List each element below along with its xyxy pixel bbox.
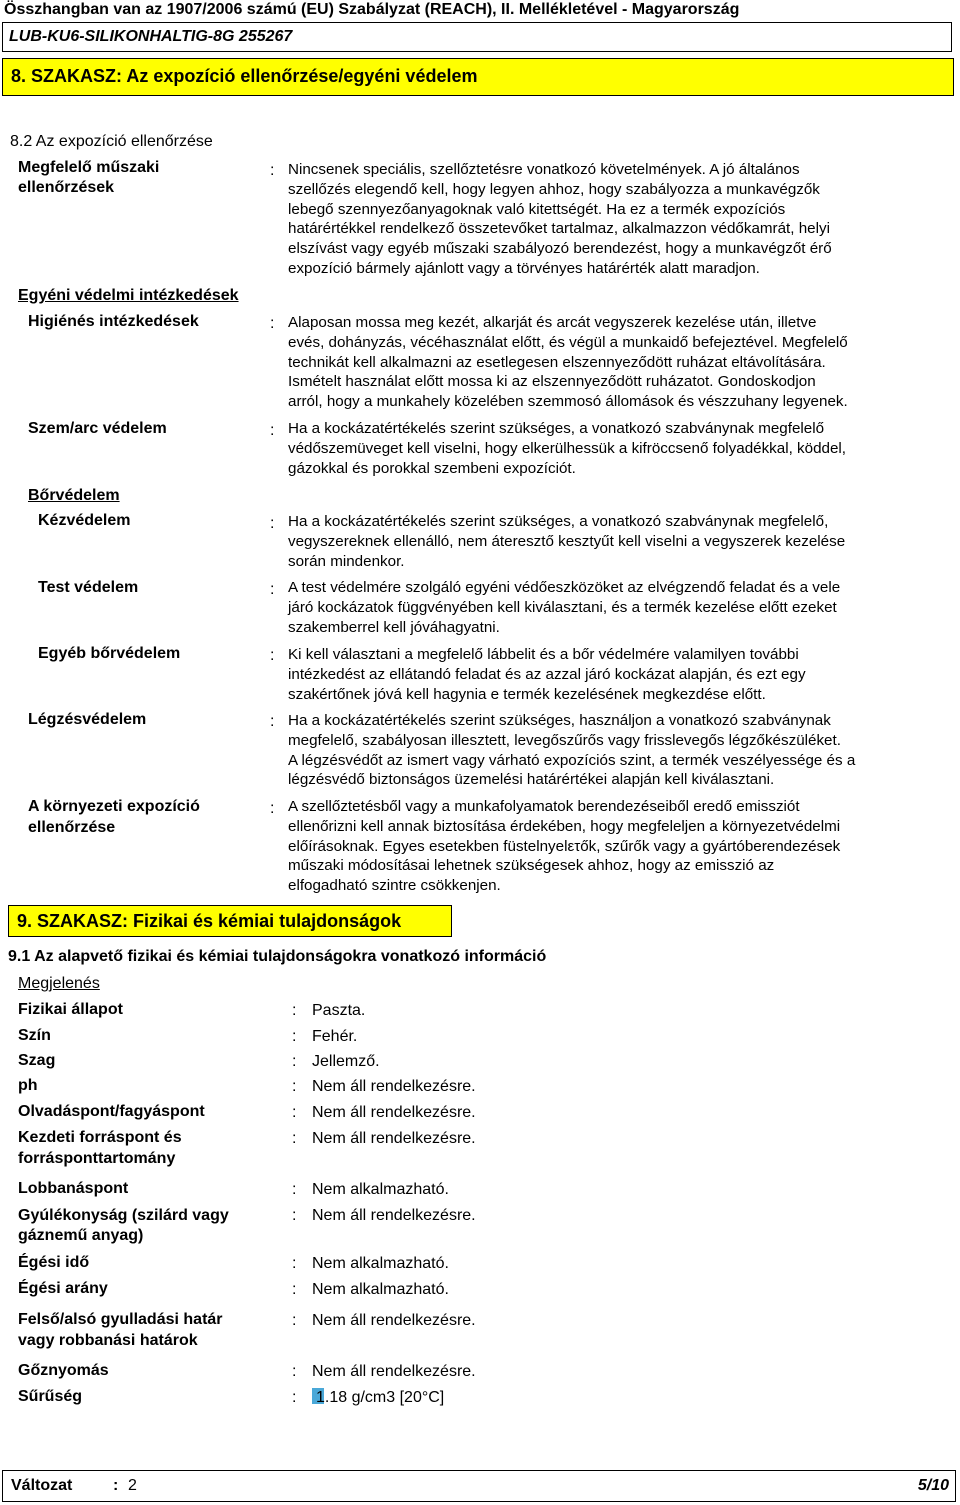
prop-value: Nem áll rendelkezésre. (312, 1363, 476, 1380)
eye-label: Szem/arc védelem (28, 420, 167, 437)
prop-label: vagy robbanási határok (18, 1332, 198, 1349)
colon: : (292, 1255, 297, 1272)
section-9-title: 9. SZAKASZ: Fizikai és kémiai tulajdonságok (8, 905, 452, 937)
hygiene-text: Alaposan mossa meg kezét, alkarját és arcát vegyszerek kezelése után, illetve evés, dohányzás, vécéhasználat előtt, és végül a munkaidő befejeztével. Megfelelő technikát kell alkalmazni az esetlegesen elszennyeződött ruházat eltávolítására. Ismételt használat előtt mossa ki az elszennyeződött ruházatot. Gondoskodjon arról, hogy a munkahely közelében szemmosó állomások és vészzuhany legyenek. (288, 314, 848, 411)
other-skin-text: Ki kell választani a megfelelő lábbelit és a bőr védelmére valamilyen további intézkedést az ellátandó feladat és az azzal járó kockázat alapján, és ezt egy szakértőnek jóvá kell hagynia e termék kezelésének megkezdése előtt. (288, 646, 806, 703)
colon: : (270, 515, 275, 532)
engineering-text: Nincsenek speciális, szellőztetésre vonatkozó követelmények. A jó általános szellőzés elegendő kell, hogy legyen ahhoz, hogy szabályozza a munkavégzők lebegő szennyezőanyagoknak való kitettségét. Ha ez a termék expozíciós határértékkel rendelkező összetevőket tartalmaz, alkalmazzon védőkamrát, helyi elszívást vagy egyéb műszaki szabályozó berendezést, hogy a munkavégzőt érő expozíció bármely ajánlott vagy a törvényes határérték alatt maradjon. (288, 161, 832, 277)
environmental-label-2: ellenőrzése (28, 819, 116, 836)
colon: : (292, 1028, 297, 1045)
section-8-2-title: 8.2 Az expozíció ellenőrzése (10, 133, 213, 150)
version-value: 2 (128, 1477, 137, 1494)
prop-value: Nem áll rendelkezésre. (312, 1312, 476, 1329)
prop-value: Nem áll rendelkezésre. (312, 1207, 476, 1224)
section-9-1-title: 9.1 Az alapvető fizikai és kémiai tulajdonságokra vonatkozó információ (8, 948, 547, 965)
body-label: Test védelem (38, 579, 139, 596)
prop-label: ph (18, 1077, 38, 1094)
prop-label: gáznemű anyag) (18, 1227, 144, 1244)
colon: : (270, 162, 275, 179)
skin-protection-heading: Bőrvédelem (28, 487, 120, 504)
prop-label: Olvadáspont/fagyáspont (18, 1103, 205, 1120)
product-name: LUB-KU6-SILIKONHALTIG-8G 255267 (2, 22, 952, 52)
colon: : (292, 1002, 297, 1019)
colon: : (292, 1207, 297, 1224)
prop-label: Égési idő (18, 1254, 90, 1271)
other-skin-label: Egyéb bőrvédelem (38, 645, 181, 662)
colon: : (292, 1130, 297, 1147)
colon: : (292, 1389, 297, 1406)
prop-value: Nem alkalmazható. (312, 1181, 449, 1198)
colon: : (270, 713, 275, 730)
respiratory-text: Ha a kockázatértékelés szerint szükséges, használjon a vonatkozó szabványnak megfelelő, szabályosan illesztett, levegőszűrős vagy frisslevegős légzőkészüléket. A légzésvédőt az ismert vagy várható expozíciós szint, a termék veszélyessége és a légzésvédő biztonságos üzemelési határértékei alapján kell kiválasztani. (288, 712, 856, 789)
prop-label: Kezdeti forráspont és (18, 1129, 182, 1146)
environmental-text: A szellőztetésből vagy a munkafolyamatok berendezéseiből eredő emissziót ellenőrizni kell annak biztosítása érdekében, hogy megfeleljen a környezetvédelmi előírásoknak. Egyes esetekben füstelnyelετők, szűrők vagy a gyártóberendezések műszaki módosításai lehetnek szükségesek ahhoz, hogy az emisszió az elfogadható szintre csökkenjen. (288, 798, 841, 895)
prop-value: Nem áll rendelkezésre. (312, 1104, 476, 1121)
prop-label: Sűrűség (18, 1388, 83, 1405)
colon: : (292, 1078, 297, 1095)
body-text: A test védelmére szolgáló egyéni védőeszközöket az elvégzendő feladat és a vele járó kockázatok függvényében kell kiválasztani, és a termék kezelése előtt ezeket szakemberrel kell jóváhagyatni. (288, 579, 841, 636)
eye-text: Ha a kockázatértékelés szerint szükséges, a vonatkozó szabványnak megfelelő védőszemüveget kell viselni, hogy elkerülhessük a kifröccsenő folyadékkal, köddel, gázokkal és porokkal szembeni expozíciót. (288, 420, 847, 477)
regulation-title: Összhangban van az 1907/2006 számú (EU) Szabályzat (REACH), II. Mellékletével - Magyarország (4, 1, 740, 18)
prop-value: Jellemző. (312, 1053, 380, 1070)
colon: : (292, 1053, 297, 1070)
prop-label: Felső/alsó gyulladási határ (18, 1311, 223, 1328)
colon: : (292, 1281, 297, 1298)
respiratory-label: Légzésvédelem (28, 711, 147, 728)
colon: : (113, 1477, 119, 1494)
colon: : (292, 1104, 297, 1121)
page-number: 5/10 (917, 1477, 949, 1494)
hand-label: Kézvédelem (38, 512, 131, 529)
prop-value: Fehér. (312, 1028, 358, 1045)
colon: : (292, 1363, 297, 1380)
prop-value: Nem áll rendelkezésre. (312, 1078, 476, 1095)
colon: : (270, 581, 275, 598)
prop-label: Szín (18, 1027, 51, 1044)
colon: : (292, 1181, 297, 1198)
prop-label: Fizikai állapot (18, 1001, 123, 1018)
version-label: Változat (11, 1477, 73, 1494)
section-8-title: 8. SZAKASZ: Az expozíció ellenőrzése/egyéni védelem (2, 58, 954, 96)
prop-label: Égési arány (18, 1280, 108, 1297)
footer (2, 1470, 956, 1502)
prop-label: forrásponttartomány (18, 1150, 176, 1167)
environmental-label-1: A környezeti expozíció (28, 798, 200, 815)
hand-text: Ha a kockázatértékelés szerint szükséges, a vonatkozó szabványnak megfelelő, vegyszereknek ellenálló, nem áteresztő kesztyűt kell viselni a vegyszerek kezelése során mindenkor. (288, 513, 846, 570)
prop-label: Gőznyomás (18, 1362, 109, 1379)
prop-label: Gyúlékonyság (szilárd vagy (18, 1207, 229, 1224)
engineering-label-2: ellenőrzések (18, 179, 115, 196)
appearance-heading: Megjelenés (18, 975, 100, 992)
hygiene-label: Higiénés intézkedések (28, 313, 199, 330)
density-value: 1.18 g/cm3 [20°C] (312, 1388, 444, 1408)
prop-label: Szag (18, 1052, 56, 1069)
prop-value: Nem áll rendelkezésre. (312, 1130, 476, 1147)
engineering-label-1: Megfelelő műszaki (18, 159, 160, 176)
prop-value: Nem alkalmazható. (312, 1255, 449, 1272)
personal-protection-heading: Egyéni védelmi intézkedések (18, 287, 239, 304)
colon: : (270, 422, 275, 439)
prop-value: Nem alkalmazható. (312, 1281, 449, 1298)
colon: : (270, 315, 275, 332)
prop-value: Paszta. (312, 1002, 366, 1019)
colon: : (270, 800, 275, 817)
colon: : (270, 647, 275, 664)
prop-label: Lobbanáspont (18, 1180, 129, 1197)
colon: : (292, 1312, 297, 1329)
